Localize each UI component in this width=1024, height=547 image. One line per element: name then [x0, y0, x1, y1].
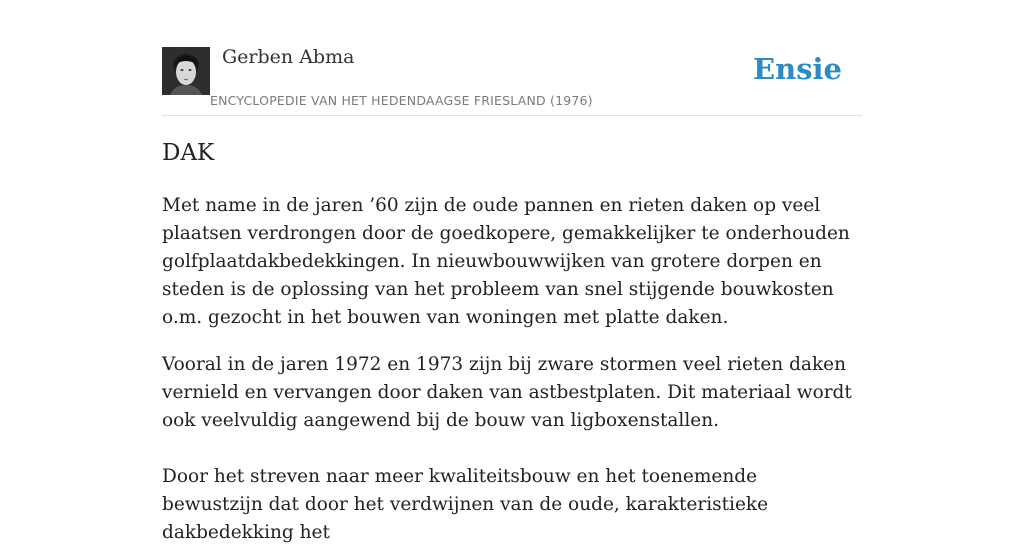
article-title: DAK: [162, 140, 215, 166]
article-paragraph: Met name in de jaren ’60 zijn de oude pannen en rieten daken op veel plaatsen verdrongen door de goedkopere, gemakkelijker te onderhouden golfplaatdakbedekkingen. In nieuwbouwwijken van grotere dorpen en steden is de oplossing van het probleem van snel stijgende bouwkosten o.m. gezocht in het bouwen van woningen met platte daken.: [162, 195, 850, 328]
author-name[interactable]: Gerben Abma: [222, 46, 355, 68]
source-label[interactable]: ENCYCLOPEDIE VAN HET HEDENDAAGSE FRIESLAND (1976): [210, 93, 593, 108]
article-header: [162, 0, 862, 116]
article-paragraph: Door het streven naar meer kwaliteitsbouw en het toenemende bewustzijn dat door het verdwijnen van de oude, karakteristieke dakbedekking het: [162, 466, 769, 543]
article-paragraph: Vooral in de jaren 1972 en 1973 zijn bij zware stormen veel rieten daken vernield en vervangen door daken van astbestplaten. Dit materiaal wordt ook veelvuldig aangewend bij de bouw van ligboxenstallen.: [162, 354, 852, 431]
author-portrait-icon: [162, 47, 210, 95]
brand-logo[interactable]: Ensie: [753, 52, 842, 86]
article-body: [162, 192, 862, 547]
author-avatar[interactable]: [162, 47, 210, 95]
article-page: [162, 0, 862, 543]
